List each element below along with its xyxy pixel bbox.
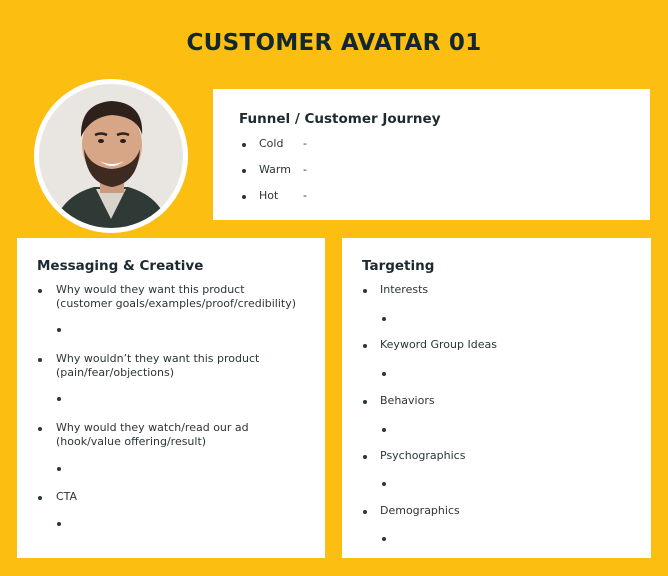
- bullet-dot-icon: [363, 510, 367, 514]
- bullet-dot-icon: [38, 427, 42, 431]
- targeting-item-behaviors: Behaviors: [380, 394, 435, 407]
- bullet-dot-icon: [242, 169, 246, 173]
- targeting-item-keywords: Keyword Group Ideas: [380, 338, 497, 351]
- funnel-value-hot: -: [303, 189, 307, 202]
- messaging-item-want-detail: (customer goals/examples/proof/credibility): [56, 297, 297, 310]
- messaging-card: [17, 238, 325, 558]
- bullet-dot-icon: [57, 397, 61, 401]
- bullet-dot-icon: [242, 143, 246, 147]
- bullet-dot-icon: [38, 358, 42, 362]
- targeting-item-demographics: Demographics: [380, 504, 460, 517]
- funnel-card: [213, 89, 650, 220]
- targeting-item-psychographics: Psychographics: [380, 449, 466, 462]
- bullet-dot-icon: [57, 328, 61, 332]
- messaging-item-cta: CTA: [56, 490, 78, 503]
- avatar-photo: [34, 79, 188, 233]
- bullet-dot-icon: [363, 455, 367, 459]
- targeting-heading: Targeting: [362, 258, 435, 274]
- bullet-dot-icon: [38, 289, 42, 293]
- targeting-item-interests: Interests: [380, 283, 429, 296]
- funnel-item-cold: Cold: [259, 137, 284, 150]
- bullet-dot-icon: [57, 467, 61, 471]
- bullet-dot-icon: [38, 496, 42, 500]
- bullet-dot-icon: [382, 537, 386, 541]
- bullet-dot-icon: [363, 400, 367, 404]
- bullet-dot-icon: [363, 289, 367, 293]
- messaging-item-not-want-detail: (pain/fear/objections): [56, 366, 175, 379]
- targeting-card: [342, 238, 651, 558]
- bullet-dot-icon: [382, 428, 386, 432]
- bullet-dot-icon: [382, 482, 386, 486]
- bullet-dot-icon: [382, 317, 386, 321]
- funnel-heading: Funnel / Customer Journey: [239, 111, 441, 127]
- messaging-item-watch-detail: (hook/value offering/result): [56, 435, 207, 448]
- bullet-dot-icon: [57, 522, 61, 526]
- bullet-dot-icon: [363, 344, 367, 348]
- avatar: [34, 79, 188, 233]
- messaging-item-not-want: Why wouldn’t they want this product: [56, 352, 260, 365]
- page-title: CUSTOMER AVATAR 01: [186, 30, 482, 56]
- bullet-dot-icon: [242, 195, 246, 199]
- funnel-value-warm: -: [303, 163, 307, 176]
- messaging-item-watch: Why would they watch/read our ad: [56, 421, 249, 434]
- bullet-dot-icon: [382, 372, 386, 376]
- funnel-item-hot: Hot: [259, 189, 279, 202]
- messaging-heading: Messaging & Creative: [37, 258, 204, 274]
- funnel-value-cold: -: [303, 137, 307, 150]
- funnel-item-warm: Warm: [259, 163, 291, 176]
- messaging-item-want: Why would they want this product: [56, 283, 245, 296]
